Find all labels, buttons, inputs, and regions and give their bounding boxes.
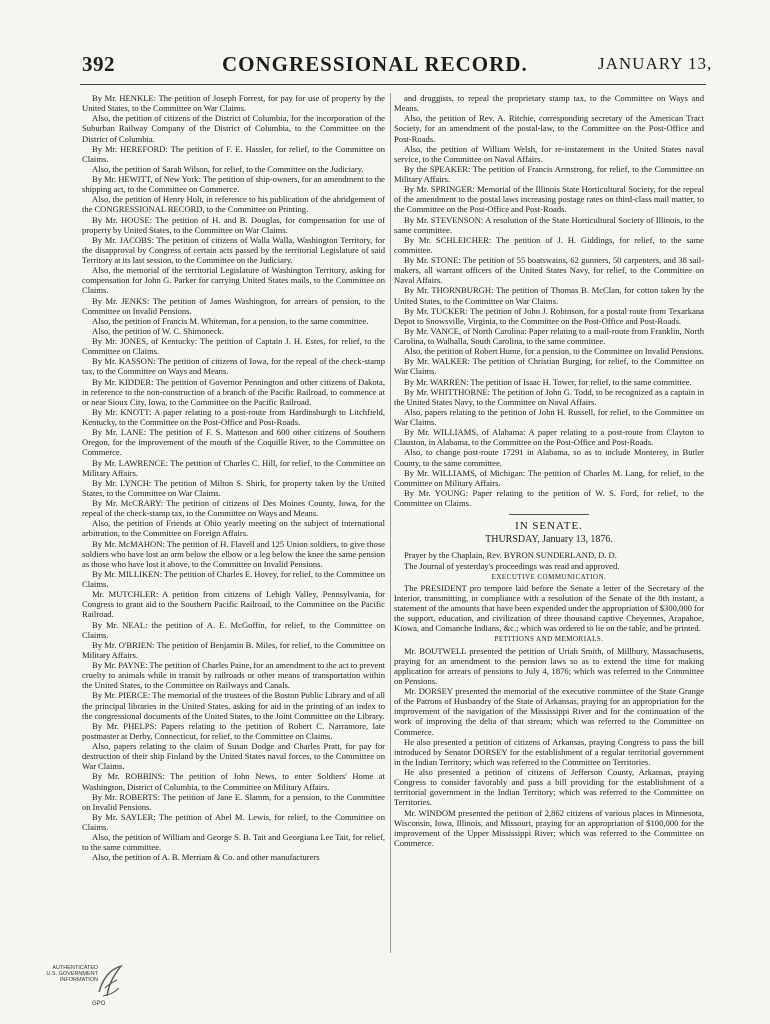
page-date: JANUARY 13, <box>598 54 713 73</box>
petition-paragraph: By Mr. HEREFORD: The petition of F. E. Hassler, for relief, to the Committee on Claims. <box>82 143 385 164</box>
petition-paragraph: By Mr. WILLIAMS, of Alabama: A paper relating to a post-route from Clayton to Clauston, in Alabama, to the Committee on the Post-Office and Post-Roads. <box>394 427 704 448</box>
gpo-label: GPO <box>92 1001 106 1007</box>
petition-paragraph: By Mr. McMAHON: The petition of H. Flavell and 125 Union soldiers, to give those soldiers who have lost an arm below the elbow or a leg below the knee the same pension as those who have lost it above, to the Committee on Invalid Pensions. <box>82 538 385 569</box>
petition-paragraph: Mr. WINDOM presented the petition of 2,862 citizens of various places in Minnesota, Wisconsin, Iowa, Illinois, and Missouri, praying for an appropriation of $100,000 for the improvement of the Upper Mississippi River; which was referred to the Committee on Commerce. <box>394 807 704 848</box>
petition-paragraph: By Mr. JACOBS: The petition of citizens of Walla Walla, Washington Territory, for the disapproval by Congress of certain acts passed by the territorial Legislature of said Territory at its last session, to the Committee on the Judiciary. <box>82 234 385 265</box>
petition-paragraph: By Mr. KNOTT: A paper relating to a post-route from Hardinsburgh to Litchfield, Kentucky, to the Committee on the Post-Office and Post-Roads. <box>82 406 385 427</box>
petition-paragraph: By Mr. NEAL: the petition of A. E. McGoffin, for relief, to the Committee on Claims. <box>82 619 385 640</box>
prayer-line: Prayer by the Chaplain, Rev. BYRON SUNDERLAND, D. D. <box>404 550 617 561</box>
gpo-line: INFORMATION <box>59 977 98 983</box>
petition-paragraph: Also, the memorial of the territorial Legislature of Washington Territory, asking for compensation for John G. Parker for carrying United States mails, to the Committee on Claims. <box>82 265 385 296</box>
petition-paragraph: By Mr. JONES, of Kentucky: The petition of Captain J. H. Estes, for relief, to the Committee on Claims. <box>82 336 385 357</box>
petition-paragraph: He also presented a petition of citizens of Jefferson County, Arkansas, praying Congress to consider favorably and pass a bill providing for the establishment of a territorial government in the Indian Territory; which was referred to the Committee on Territories. <box>394 767 704 808</box>
page-number: 392 <box>82 52 115 76</box>
petition-paragraph: By Mr. MILLIKEN: The petition of Charles E. Hovey, for relief, to the Committee on Claims. <box>82 568 385 589</box>
petition-paragraph: By Mr. WARREN: The petition of Isaac H. Tower, for relief, to the same committee. <box>404 376 692 387</box>
petition-paragraph: By Mr. HENKLE: The petition of Joseph Forrest, for pay for use of property by the United States, to the Committee on War Claims. <box>82 93 385 114</box>
petition-paragraph: Also, papers relating to the claim of Susan Dodge and Charles Pratt, for pay for destruction of their ship Finland by the United States naval forces, to the Committee on War Claims. <box>82 741 385 772</box>
petition-paragraph: By Mr. McCRARY: The petition of citizens of Des Moines County, Iowa, for the repeal of the check-stamp tax, to the Committee on Ways and Means. <box>82 498 385 519</box>
petition-paragraph: By Mr. SAYLER: The petition of Abel M. Lewis, for relief, to the Committee on Claims. <box>82 811 385 832</box>
petition-paragraph: By Mr. WILLIAMS, of Michigan: The petition of Charles M. Lang, for relief, to the Committee on Military Affairs. <box>394 467 704 488</box>
petition-paragraph: Also, the petition of Friends at Ohio yearly meeting on the subject of international arbitration, to the Committee on Foreign Affairs. <box>82 518 385 539</box>
petition-paragraph: Mr. DORSEY presented the memorial of the executive committee of the State Grange of the Patrons of Husbandry of the State of Arkansas, praying for an appropriation for the improvement of the navigation of the Mississippi River and for the continuation of the work of improving the delta of that stream; which was referred to the Committee on Commerce. <box>394 686 704 737</box>
petition-paragraph: and druggists, to repeal the proprietary stamp tax, to the Committee on Ways and Means. <box>394 93 704 114</box>
petition-paragraph: By Mr. STEVENSON: A resolution of the State Horticultural Society of Illinois, to the same committee. <box>394 214 704 235</box>
petition-paragraph: By Mr. VANCE, of North Carolina: Paper relating to a mail-route from Franklin, North Carolina, to Walhalla, South Carolina, to the same committee. <box>394 325 704 346</box>
petition-paragraph: By Mr. TUCKER: The petition of John J. Robinson, for a postal route from Texarkana Depot to Snowsville, Virginia, to the Committee on the Post-Office and Post-Roads. <box>394 305 704 326</box>
page-title: CONGRESSIONAL RECORD. <box>222 52 528 76</box>
petition-paragraph: Also, the petition of Henry Holt, in reference to his publication of the abridgement of the CONGRESSIONAL RECORD, to the Committee on Printing. <box>82 194 385 215</box>
petition-paragraph: By Mr. YOUNG: Paper relating to the petition of W. S. Ford, for relief, to the Committee on Claims. <box>394 487 704 508</box>
petition-paragraph: Also, to change post-route 17291 in Alabama, so as to include Monterey, in Butler County, to the same committee. <box>394 447 704 468</box>
petition-paragraph: By Mr. HEWITT, of New York: The petition of ship-owners, for an amendment to the shipping act, to the Committee on Commerce. <box>82 174 385 195</box>
right-column <box>394 93 704 963</box>
executive-communication-heading: EXECUTIVE COMMUNICATION. <box>491 572 607 581</box>
petitions-heading: PETITIONS AND MEMORIALS. <box>494 635 604 644</box>
petition-paragraph: By Mr. LYNCH: The petition of Milton S. Shirk, for property taken by the United States, to the Committee on War Claims. <box>82 477 385 498</box>
petition-paragraph: By Mr. STONE: The petition of 55 boatswains, 62 gunners, 50 carpenters, and 38 sail-makers, all warrant officers of the United States Navy, for relief, to the Committee on Naval Affairs. <box>394 255 704 286</box>
petition-paragraph: By Mr. PAYNE: The petition of Charles Paine, for an amendment to the act to prevent cruelty to animals while in transit by railroads or other means of transportation within the United States, to the Committee on Railways and Canals. <box>82 660 385 691</box>
header-rule <box>80 84 706 85</box>
petition-paragraph: Also, the petition of A. B. Merriam & Co. and other manufacturers <box>92 852 320 863</box>
petition-paragraph: By Mr. HOUSE: The petition of H. and B. Douglas, for compensation for use of property by United States, to the Committee on War Claims. <box>82 214 385 235</box>
petition-paragraph: By Mr. ROBBINS: The petition of John News, to enter Soldiers' Home at Washington, District of Columbia, to the Committee on Military Affairs. <box>82 771 385 792</box>
petition-paragraph: He also presented a petition of citizens of Arkansas, praying Congress to pass the bill introduced by Senator DORSEY for the establishment of a regular territorial government in the Indian Territory; which was referred to the Committee on Territories. <box>394 736 704 767</box>
petition-paragraph: Also, the petition of Francis M. Whiteman, for a pension, to the same committee. <box>92 315 369 326</box>
petition-paragraph: Mr. MUTCHLER: A petition from citizens of Lehigh Valley, Pennsylvania, for Congress to grant aid to the Southern Pacific Railroad, to the Committee on the Pacific Railroad. <box>82 589 385 620</box>
petition-paragraph: By Mr. O'BRIEN: The petition of Benjamin B. Miles, for relief, to the Committee on Military Affairs. <box>82 639 385 660</box>
gpo-line: U.S. GOVERNMENT <box>46 971 98 977</box>
petition-paragraph: By Mr. LAWRENCE: The petition of Charles C. Hill, for relief, to the Committee on Military Affairs. <box>82 457 385 478</box>
petition-paragraph: Also, papers relating to the petition of John H. Russell, for relief, to the Committee on War Claims. <box>394 406 704 427</box>
petition-paragraph: By Mr. SPRINGER: Memorial of the Illinois State Horticultural Society, for the repeal of the amendment to the postal laws increasing postage rates on third-class mail matter, to the Committee on the Post-Office and Post-Roads. <box>394 184 704 215</box>
petition-paragraph: By Mr. JENKS: The petition of James Washington, for arrears of pension, to the Committee on Invalid Pensions. <box>82 295 385 316</box>
section-divider <box>509 514 589 515</box>
petition-paragraph: Mr. BOUTWELL presented the petition of Uriah Smith, of Millbury, Massachusetts, praying for an amendment to the pension laws so as to extend the time for making application for arrears of pensions to July 4, 1876; which was referred to the Committee on Pensions. <box>394 645 704 686</box>
petition-paragraph: Also, the petition of Robert Hume, for a pension, to the Committee on Invalid Pensions. <box>404 346 704 357</box>
gpo-eagle-icon <box>95 962 125 1002</box>
gpo-authentication-text <box>18 965 98 983</box>
petition-paragraph: Also, the petition of Sarah Wilson, for relief, to the Committee on the Judiciary. <box>92 163 364 174</box>
executive-communication-text: The PRESIDENT pro tempore laid before the Senate a letter of the Secretary of the Interior, transmitting, in compliance with a resolution of the Senate of the 8th instant, a statement of the amounts that have been expended under the appropriation of $300,000 for the support, education, and civilization of three thousand captive Cheyennes, Arapahoe, Kiowa, and Comanche Indians, &c.; which was ordered to lie on the table, and be printed. <box>394 582 704 634</box>
house-petitions-continued <box>394 93 704 508</box>
left-column <box>82 93 385 963</box>
gpo-line: AUTHENTICATED <box>52 965 98 971</box>
petition-paragraph: By Mr. PHELPS: Papers relating to the petition of Robert C. Narramore, late postmaster at Derby, Connecticut, for relief, to the Committee on Claims. <box>82 720 385 741</box>
journal-line: The Journal of yesterday's proceedings was read and approved. <box>404 560 620 571</box>
petition-paragraph: By Mr. THORNBURGH: The petition of Thomas B. McClan, for cotton taken by the United States, to the Committee on War Claims. <box>394 285 704 306</box>
petition-paragraph: By Mr. WALKER: The petition of Christian Burging, for relief, to the Committee on War Claims. <box>394 356 704 377</box>
petition-paragraph: By Mr. ROBERTS: The petition of Jane E. Slamm, for a pension, to the Committee on Invalid Pensions. <box>82 791 385 812</box>
petition-paragraph: By Mr. LANE: The petition of F. S. Matteson and 600 other citizens of Southern Oregon, for the improvement of the mouth of the Coquille River, to the Committee on Commerce. <box>82 427 385 458</box>
petition-paragraph: Also, the petition of William and George S. B. Tait and Georgiana Lee Tait, for relief, to the same committee. <box>82 832 385 853</box>
senate-petitions <box>394 646 704 849</box>
petition-paragraph: By Mr. KASSON: The petition of citizens of Iowa, for the repeal of the check-stamp tax, to the Committee on Ways and Means. <box>82 356 385 377</box>
petition-paragraph: By Mr. WHITTHORNE: The petition of John G. Todd, to be recognized as a captain in the United States Navy, to the Committee on Naval Affairs. <box>394 386 704 407</box>
petition-paragraph: By the SPEAKER: The petition of Francis Armstrong, for relief, to the Committee on Military Affairs. <box>394 163 704 184</box>
petition-paragraph: Also, the petition of Rev. A. Ritchie, corresponding secretary of the American Tract Society, for an amendment of the postal-law, to the Committee on the Post-Office and Post-Roads. <box>394 113 704 144</box>
column-divider <box>390 93 391 953</box>
petition-paragraph: By Mr. SCHLEICHER: The petition of J. H. Giddings, for relief, to the same committee. <box>394 234 704 255</box>
senate-date: THURSDAY, January 13, 1876. <box>485 534 613 546</box>
petition-paragraph: Also, the petition of W. C. Shimoneck. <box>92 325 224 336</box>
petition-paragraph: By Mr. PIERCE: The memorial of the trustees of the Boston Public Library and of all the principal libraries in the United States, asking for aid in the printing of an index to the congressional documents of the United States, to the Joint Committee on the Library. <box>82 690 385 721</box>
petition-paragraph: By Mr. KIDDER: The petition of Governor Pennington and other citizens of Dakota, in reference to the non-construction of a branch of the Pacific Railroad, to commence at or near Sioux City, Iowa, to the Committee on the Pacific Railroad. <box>82 376 385 407</box>
petition-paragraph: Also, the petition of William Welsh, for re-instatement in the United States naval service, to the Committee on Naval Affairs. <box>394 143 704 164</box>
petition-paragraph: Also, the petition of citizens of the District of Columbia, for the incorporation of the Suburban Railway Company of the District of Columbia, to the Committee on the District of Columbia. <box>82 113 385 144</box>
senate-heading: IN SENATE. <box>515 520 583 533</box>
